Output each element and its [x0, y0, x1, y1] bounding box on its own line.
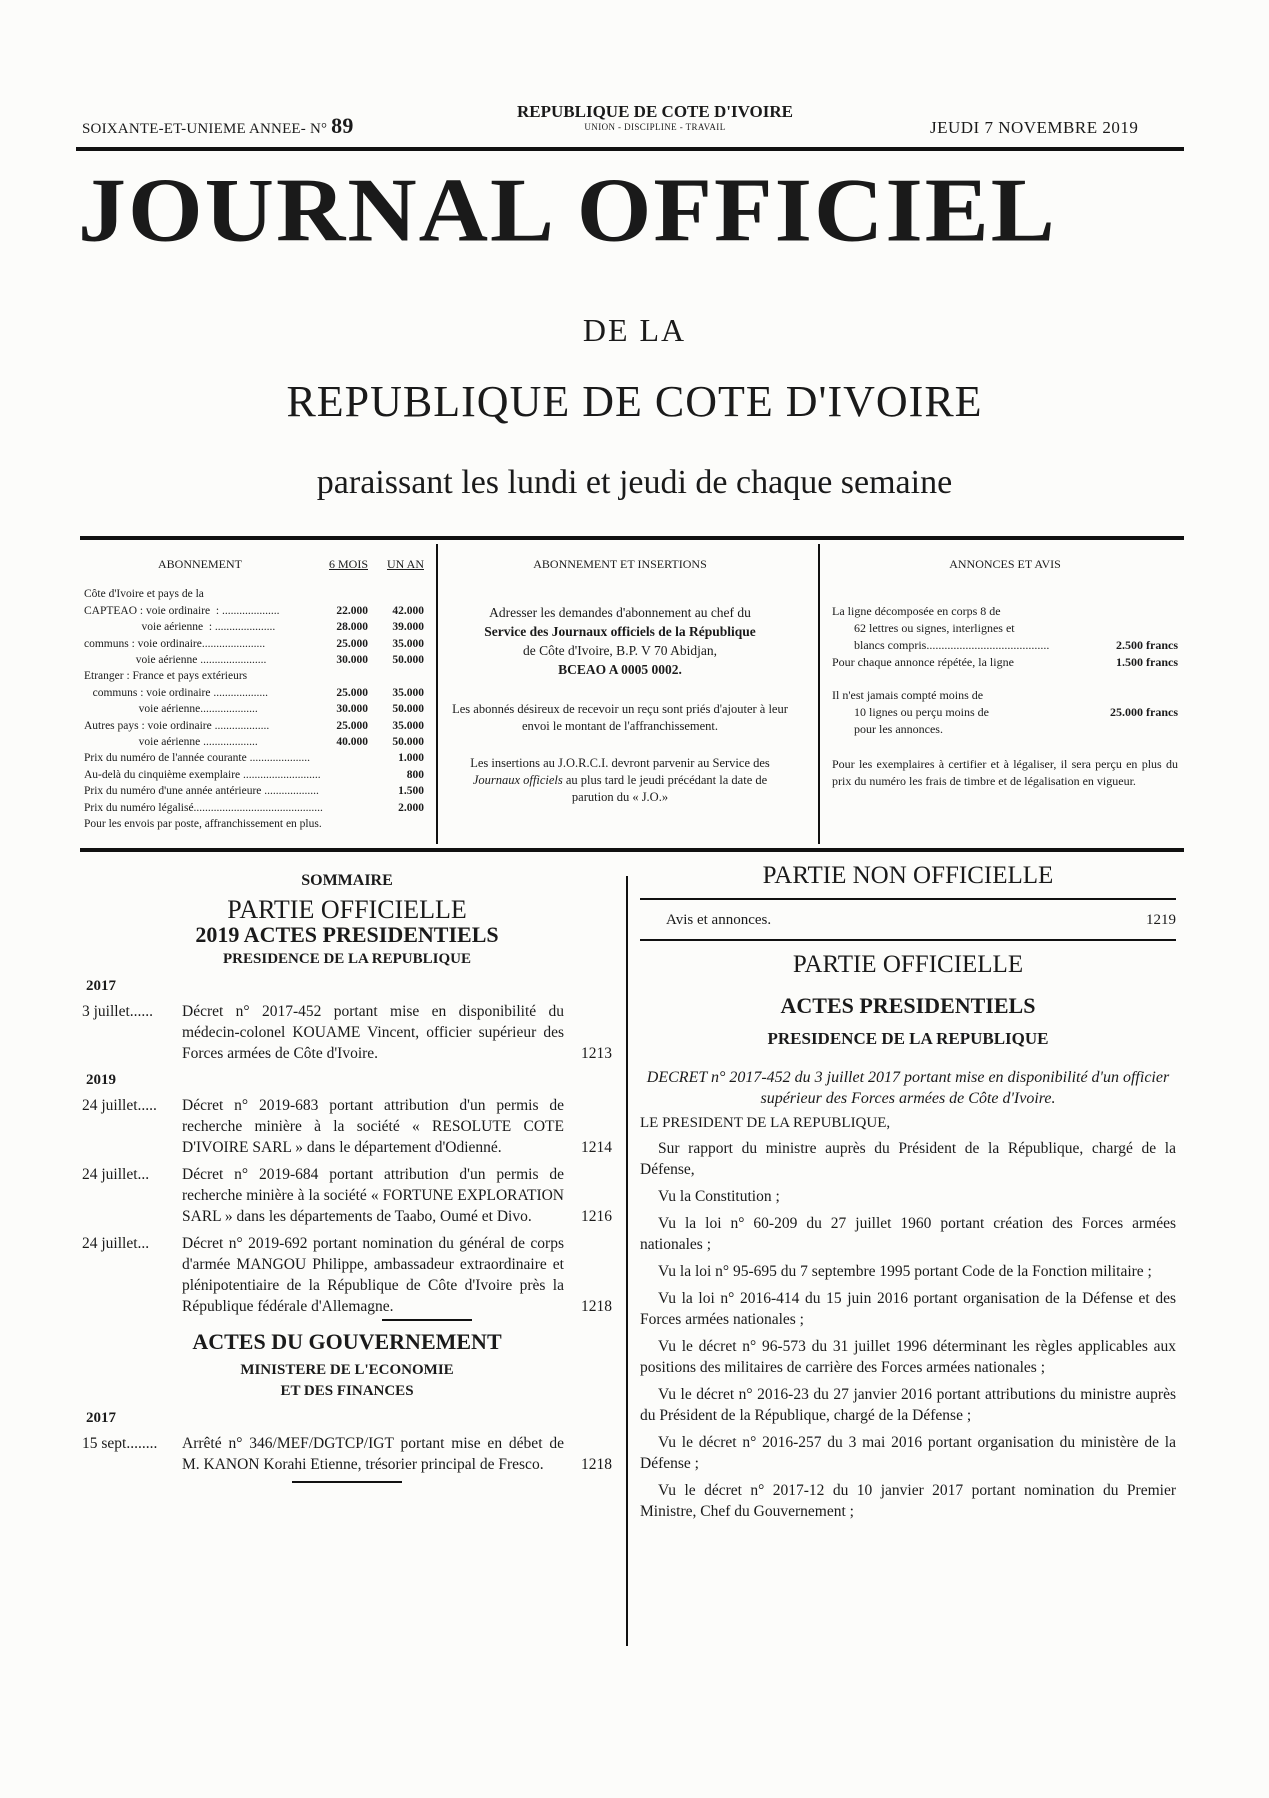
- issue-line: [82, 113, 354, 139]
- insertions-head: ABONNEMENT ET INSERTIONS: [533, 557, 707, 571]
- toc-entry[interactable]: 24 juillet..... Décret n° 2019-683 portant attribution d'un permis de recherche minière à la société « RESOLUTE COTE D'IVOIRE SARL » dans le département d'Odienné. 1214: [82, 1097, 612, 1156]
- sommaire-column: [82, 870, 612, 1483]
- visa-paragraph: Vu le décret n° 2016-257 du 3 mai 2016 portant organisation du ministère de la Défense ;: [640, 1434, 1176, 1472]
- issue-number: 89: [331, 113, 354, 138]
- tariff-row: communs : voie ordinaire ................... 25.000 35.000: [84, 686, 424, 699]
- partie-officielle-heading: PARTIE OFFICIELLE: [227, 895, 467, 924]
- column-divider: [626, 876, 628, 1646]
- price-row: Prix du numéro légalisé............................................. 2.000: [84, 801, 424, 814]
- visa-paragraph: Sur rapport du ministre auprès du Président de la République, chargé de la Défense,: [640, 1140, 1176, 1178]
- actes-presidentiels-heading: 2019 ACTES PRESIDENTIELS: [195, 922, 499, 947]
- tariff-row: Autres pays : voie ordinaire ................... 25.000 35.000: [84, 719, 424, 732]
- subscription-intro: Côte d'Ivoire et pays de la: [84, 588, 204, 601]
- visa-paragraph: Vu la loi n° 95-695 du 7 septembre 1995 portant Code de la Fonction militaire ;: [658, 1263, 1152, 1280]
- ministere-heading: MINISTERE DE L'ECONOMIE: [240, 1362, 454, 1378]
- box-divider: [436, 544, 438, 844]
- separator: [382, 1319, 472, 1321]
- toc-entry[interactable]: 15 sept........ Arrêté n° 346/MEF/DGTCP/IGT portant mise en débet de M. KANON Korahi Etienne, trésorier principal de Fresco. 1218: [82, 1435, 612, 1473]
- price-row: Prix du numéro de l'année courante ..................... 1.000: [84, 752, 424, 765]
- price-row: Prix du numéro d'une année antérieure ................... 1.500: [84, 785, 424, 798]
- box-bottom-rule: [80, 848, 1184, 852]
- tariff-row: voie aérienne : ..................... 28.000 39.000: [84, 621, 424, 634]
- info-box: [82, 544, 1182, 844]
- tariff-row: voie aérienne ....................... 30.000 50.000: [84, 654, 424, 667]
- presidence-heading: PRESIDENCE DE LA REPUBLIQUE: [767, 1029, 1049, 1048]
- header-rule: [76, 147, 1184, 151]
- annonces-line: Il n'est jamais compté moins de: [832, 688, 984, 702]
- actes-presidentiels-heading: ACTES PRESIDENTIELS: [780, 993, 1036, 1018]
- visa-paragraph: Vu la loi n° 2016-414 du 15 juin 2016 portant organisation de la Défense et des Forces armées nationales ;: [640, 1290, 1176, 1328]
- annonces-rate: 10 lignes ou perçu moins de 25.000 francs: [854, 705, 1178, 719]
- visa-paragraph: Vu le décret n° 2017-12 du 10 janvier 2017 portant nomination du Premier Ministre, Chef du Gouvernement ;: [640, 1482, 1176, 1520]
- separator: [292, 1481, 402, 1483]
- tariff-row: voie aérienne.................... 30.000 50.000: [84, 703, 424, 716]
- annonces-rate: Pour chaque annonce répétée, la ligne 1.500 francs: [832, 655, 1178, 669]
- insertions-column: [452, 556, 788, 806]
- year-heading: 2017: [86, 1410, 116, 1426]
- presidence-heading: PRESIDENCE DE LA REPUBLIQUE: [223, 951, 471, 967]
- box-top-rule: [80, 536, 1184, 540]
- visa-paragraph: Vu le décret n° 96-573 du 31 juillet 1996 déterminant les règles applicables aux positions des militaires de carrière des Forces armées nationales ;: [640, 1338, 1176, 1376]
- annonces-rate: blancs compris......................................... 2.500 francs: [854, 638, 1178, 652]
- tariff-row: CAPTEAO : voie ordinaire : .................... 22.000 42.000: [84, 604, 424, 617]
- visa-paragraph: Vu la Constitution ;: [658, 1188, 780, 1205]
- insertions-receipt: Les abonnés désireux de recevoir un reçu sont priés d'ajouter à leur envoi le montant de l'affranchissement.: [452, 702, 788, 733]
- publication-frequency: paraissant les lundi et jeudi de chaque semaine: [316, 464, 953, 501]
- box-divider: [818, 544, 820, 844]
- republic-title: REPUBLIQUE DE COTE D'IVOIRE: [286, 377, 983, 426]
- year-heading: 2017: [86, 978, 116, 994]
- year-heading: 2019: [86, 1072, 116, 1088]
- country-name: REPUBLIQUE DE COTE D'IVOIRE: [517, 102, 793, 121]
- president-line: LE PRESIDENT DE LA REPUBLIQUE,: [640, 1115, 891, 1131]
- partie-officielle-heading: PARTIE OFFICIELLE: [792, 951, 1024, 978]
- annonces-line: 62 lettres ou signes, interlignes et: [854, 621, 1015, 635]
- visa-paragraph: Vu la loi n° 60-209 du 27 juillet 1960 portant création des Forces armées nationales ;: [640, 1215, 1176, 1253]
- ministere-heading: ET DES FINANCES: [280, 1383, 414, 1399]
- subscription-head: ABONNEMENT: [158, 557, 242, 571]
- de-la: DE LA: [582, 312, 687, 348]
- journal-title: JOURNAL OFFICIEL: [78, 158, 1057, 261]
- tariff-row: Etranger : France et pays extérieurs: [84, 670, 248, 683]
- toc-entry[interactable]: 3 juillet...... Décret n° 2017-452 portant mise en disponibilité du médecin-colonel KOUAME Vincent, officier supérieur des Forces armées de Côte d'Ivoire. 1213: [82, 1003, 612, 1062]
- annonces-head: ANNONCES ET AVIS: [949, 557, 1061, 571]
- tariff-row: communs : voie ordinaire...................... 25.000 35.000: [84, 637, 424, 650]
- country-block: [490, 102, 820, 132]
- toc-entry[interactable]: 24 juillet... Décret n° 2019-684 portant attribution d'un permis de recherche minière à la société « FORTUNE EXPLORATION SARL » dans les départements de Taabo, Oumé et Divo. 1216: [82, 1166, 612, 1225]
- right-column: [640, 862, 1176, 1528]
- partie-non-officielle-heading: PARTIE NON OFFICIELLE: [762, 862, 1054, 889]
- subscription-column: [84, 556, 424, 833]
- insertions-address: Adresser les demandes d'abonnement au chef du Service des Journaux officiels de la République de Côte d'Ivoire, B.P. V 70 Abidjan, BCEAO A 0005 0002.: [484, 605, 756, 677]
- decret-body: [640, 1138, 1176, 1522]
- annonces-column: [832, 556, 1178, 790]
- motto: UNION - DISCIPLINE - TRAVAIL: [584, 122, 726, 132]
- legalisation-note: Pour les exemplaires à certifier et à légaliser, il sera perçu en plus du prix du numéro les frais de timbre et de légalisation en vigueur.: [832, 757, 1178, 788]
- postal-note: Pour les envois par poste, affranchissement en plus.: [84, 818, 322, 831]
- year-label: SOIXANTE-ET-UNIEME ANNEE- N°: [82, 121, 328, 137]
- price-row: Au-delà du cinquième exemplaire ........................... 800: [84, 768, 424, 781]
- toc-entry[interactable]: 24 juillet... Décret n° 2019-692 portant nomination du général de corps d'armée MANGOU Philippe, ambassadeur extraordinaire et plénipotentiaire de la République de Côte d'Ivoire près la République fédérale d'Allemagne. 1218: [82, 1235, 612, 1315]
- rule: [640, 939, 1176, 941]
- actes-gouvernement-heading: ACTES DU GOUVERNEMENT: [192, 1329, 502, 1354]
- issue-date: JEUDI 7 NOVEMBRE 2019: [930, 118, 1139, 137]
- annonces-line: pour les annonces.: [854, 722, 943, 736]
- insertions-deadline: Les insertions au J.O.R.C.I. devront parvenir au Service des Journaux officiels au plus tard le jeudi précédant la date de parution du « J.O.»: [470, 756, 770, 804]
- sommaire-title: SOMMAIRE: [301, 872, 393, 889]
- decret-title: DECRET n° 2017-452 du 3 juillet 2017 portant mise en disponibilité d'un officier supérieur des Forces armées de Côte d'Ivoire.: [646, 1069, 1170, 1107]
- avis-entry[interactable]: Avis et annonces. 1219: [666, 912, 1176, 928]
- tariff-row: voie aérienne ................... 40.000 50.000: [84, 736, 424, 749]
- visa-paragraph: Vu le décret n° 2016-23 du 27 janvier 2016 portant attributions du ministre auprès du Président de la République, chargé de la Défense ;: [640, 1386, 1176, 1424]
- six-months-head: 6 MOIS: [328, 557, 368, 571]
- annonces-line: La ligne décomposée en corps 8 de: [832, 604, 1001, 618]
- rule: [640, 898, 1176, 900]
- one-year-head: UN AN: [386, 557, 424, 571]
